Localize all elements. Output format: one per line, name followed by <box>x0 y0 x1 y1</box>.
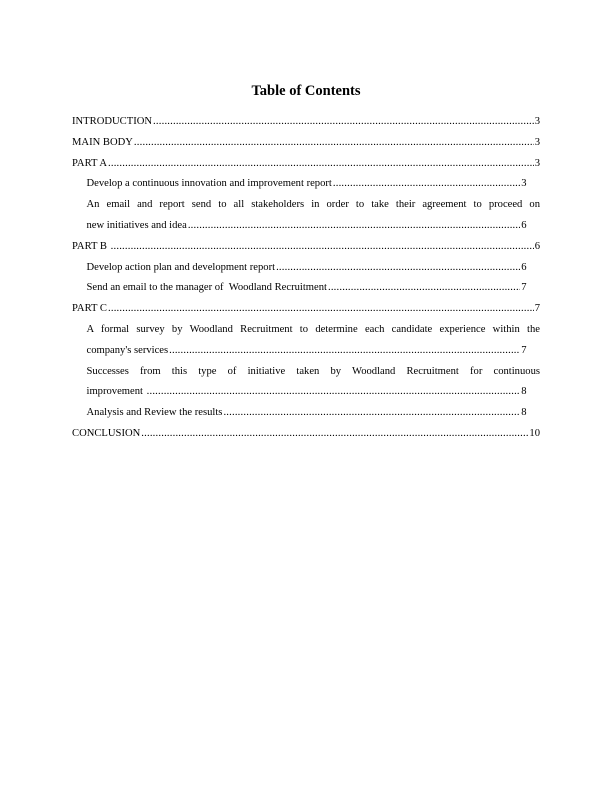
toc-page-number: 3 <box>534 136 540 148</box>
toc-page-number: 7 <box>534 303 540 315</box>
toc-entry-text: new initiatives and idea <box>86 219 187 231</box>
dot-leader <box>108 299 534 320</box>
toc-entry-text: PART C <box>72 303 107 315</box>
dot-leader <box>188 216 520 237</box>
toc-entry[interactable] <box>72 133 540 154</box>
toc-entry[interactable] <box>72 299 540 320</box>
toc-subentry-multiline[interactable] <box>87 320 541 362</box>
toc-page-number: 8 <box>521 386 527 398</box>
toc-entry-text-line1: A formal survey by Woodland Recruitment to determine each candidate experience within the <box>86 323 540 335</box>
toc-entry-text: Send an email to the manager of Woodland Recruitment <box>86 282 327 294</box>
toc-entry[interactable] <box>72 237 540 258</box>
toc-page-number: 6 <box>534 240 540 252</box>
toc-subentry-multiline[interactable] <box>87 362 541 404</box>
toc-page-number: 3 <box>534 157 540 169</box>
toc-entry[interactable] <box>72 112 540 133</box>
toc-subentry[interactable] <box>87 403 527 424</box>
table-of-contents <box>72 112 540 445</box>
toc-entry-text: Analysis and Review the results <box>86 407 223 419</box>
toc-entry-text: PART B <box>72 240 110 252</box>
toc-entry-text-line1: An email and report send to all stakeholders in order to take their agreement to proceed on <box>86 199 540 211</box>
toc-page-number: 3 <box>521 178 527 190</box>
toc-entry-text: MAIN BODY <box>72 136 133 148</box>
dot-leader <box>111 237 534 258</box>
dot-leader <box>141 424 528 445</box>
toc-title: Table of Contents <box>251 83 361 99</box>
toc-entry[interactable] <box>72 154 540 175</box>
toc-page-number: 6 <box>521 261 527 273</box>
dot-leader <box>108 154 534 175</box>
toc-entry-last-line <box>87 382 527 403</box>
dot-leader <box>333 174 520 195</box>
toc-page-number: 7 <box>521 282 527 294</box>
toc-entry-text: improvement <box>86 386 146 398</box>
toc-entry-text: CONCLUSION <box>72 427 141 439</box>
toc-entry-text: Develop a continuous innovation and improvement report <box>86 178 332 190</box>
toc-entry[interactable] <box>72 424 540 445</box>
dot-leader <box>134 133 534 154</box>
toc-subentry[interactable] <box>87 278 527 299</box>
dot-leader <box>153 112 534 133</box>
dot-leader <box>147 382 521 403</box>
toc-entry-text-line1: Successes from this type of initiative taken by Woodland Recruitment for continuous <box>86 365 540 377</box>
toc-page-number: 8 <box>521 407 527 419</box>
dot-leader <box>328 278 520 299</box>
dot-leader <box>276 258 520 279</box>
toc-entry-last-line <box>87 216 527 237</box>
toc-entry-text: Develop action plan and development report <box>86 261 276 273</box>
toc-subentry[interactable] <box>87 174 527 195</box>
toc-entry-text: company's services <box>86 344 169 356</box>
toc-subentry-multiline[interactable] <box>87 195 541 237</box>
toc-page-number: 3 <box>534 116 540 127</box>
toc-page-number: 6 <box>521 219 527 231</box>
dot-leader <box>169 341 520 362</box>
toc-subentry[interactable] <box>87 258 527 279</box>
toc-page-number: 10 <box>529 427 540 439</box>
toc-entry-last-line <box>87 341 527 362</box>
dot-leader <box>223 403 520 424</box>
toc-entry-text: PART A <box>72 157 107 169</box>
toc-page-number: 7 <box>521 344 527 356</box>
toc-entry-text: INTRODUCTION <box>72 116 153 127</box>
